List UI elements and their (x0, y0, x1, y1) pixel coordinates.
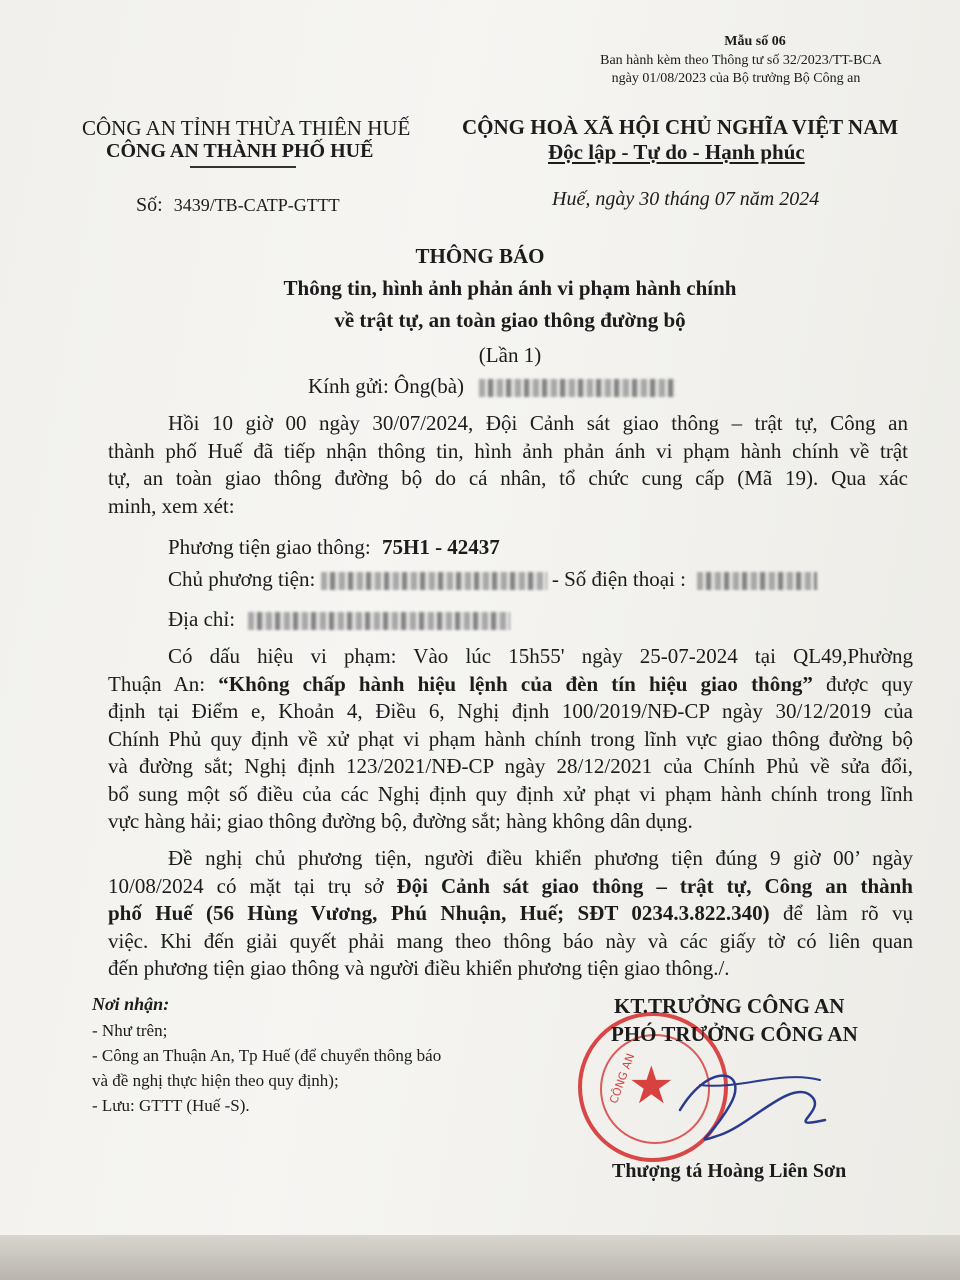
violation-line: định tại Điểm e, Khoản 4, Điều 6, Nghị định 100/2019/NĐ-CP ngày 30/12/2019 của (108, 699, 913, 723)
para1-line: Hồi 10 giờ 00 ngày 30/07/2024, Đội Cảnh sát giao thông – trật tự, Công an (168, 411, 908, 435)
violation-place: Thuận An: (108, 671, 219, 696)
request-address: phố Huế (56 Hùng Vương, Phú Nhuận, Huế; SĐT 0234.3.822.340) (108, 901, 770, 925)
violation-name-line (108, 671, 913, 699)
owner-line (168, 566, 817, 594)
doc-title: THÔNG BÁO (415, 244, 545, 268)
doc-count: (Lần 1) (478, 343, 542, 367)
para1-line: tự, an toàn giao thông đường bộ do cá nhân, tổ chức cung cấp (Mã 19). Qua xác (108, 466, 908, 490)
paragraph-violation (108, 643, 913, 836)
background-surface (0, 1235, 960, 1280)
handwritten-signature (660, 1050, 840, 1160)
stamp-text: CÔNG AN (607, 1051, 638, 1106)
addressee-redacted (479, 379, 675, 397)
issuer-line2: CÔNG AN THÀNH PHỐ HUẾ (106, 140, 374, 162)
violation-name: “Không chấp hành hiệu lệnh của đèn tín hiệu giao thông” (218, 671, 813, 696)
recipients-title: Nơi nhận: (92, 994, 170, 1014)
doc-number-value: 3439/TB-CATP-GTTT (173, 195, 340, 215)
request-line (108, 873, 913, 901)
doc-subtitle-1: Thông tin, hình ảnh phản ánh vi phạm hành chính (283, 276, 737, 300)
recipient-item: - Lưu: GTTT (Huế -S). (92, 1096, 250, 1115)
form-ref-line2: ngày 01/08/2023 của Bộ trưởng Bộ Công an (611, 71, 861, 86)
address-redacted (248, 612, 510, 630)
recipient-item: và đề nghị thực hiện theo quy định); (92, 1071, 339, 1090)
vehicle-label: Phương tiện giao thông: (168, 535, 371, 559)
violation-after: được quy (812, 671, 913, 696)
doc-subtitle-2: về trật tự, an toàn giao thông đường bộ (334, 308, 686, 332)
signature-title-2: PHÓ TRƯỞNG CÔNG AN (611, 1022, 858, 1046)
signer-name: Thượng tá Hoàng Liên Sơn (612, 1160, 847, 1182)
form-number: Mẫu số 06 (724, 34, 786, 49)
doc-number (136, 194, 340, 217)
address-line (168, 606, 510, 634)
place-date: Huế, ngày 30 tháng 07 năm 2024 (552, 188, 820, 210)
owner-redacted (321, 572, 547, 590)
issuer-line1: CÔNG AN TỈNH THỪA THIÊN HUẾ (82, 116, 411, 140)
request-date: 10/08/2024 có mặt tại trụ sở (108, 873, 397, 898)
recipients-list (92, 1018, 441, 1118)
violation-line: và đường sắt; Nghị định 123/2021/NĐ-CP ngày 28/12/2021 của Chính Phủ về sửa đổi, (108, 754, 913, 778)
para1-line: minh, xem xét: (108, 493, 235, 518)
request-line: việc. Khi đến giải quyết phải mang theo thông báo này và các giấy tờ có liên quan (108, 928, 913, 953)
request-line (108, 900, 913, 928)
paragraph-request (108, 845, 913, 983)
signature-title-1: KT.TRƯỞNG CÔNG AN (614, 994, 845, 1018)
para1-line: thành phố Huế đã tiếp nhận thông tin, hình ảnh phản ánh vi phạm hành chính về trật (108, 438, 908, 463)
phone-redacted (697, 572, 817, 590)
violation-line: Chính Phủ quy định về xử phạt vi phạm hành chính trong lĩnh vực giao thông đường bộ (108, 726, 913, 751)
nation-line1: CỘNG HOÀ XÃ HỘI CHỦ NGHĨA VIỆT NAM (462, 115, 899, 139)
vehicle-plate: 75H1 - 42437 (381, 535, 500, 559)
form-ref-line1: Ban hành kèm theo Thông tư số 32/2023/TT-BCA (600, 53, 882, 68)
phone-label: - Số điện thoại : (551, 567, 686, 591)
request-office: Đội Cảnh sát giao thông – trật tự, Công an thành (396, 873, 913, 898)
request-line: đến phương tiện giao thông và người điều khiển phương tiện giao thông./. (108, 956, 730, 980)
addressee (308, 374, 675, 399)
recipient-item: - Công an Thuận An, Tp Huế (để chuyển thông báo (92, 1046, 442, 1065)
nation-motto: Độc lập - Tự do - Hạnh phúc (548, 140, 805, 164)
paragraph-intake (108, 410, 908, 520)
issuer-underline (190, 166, 296, 168)
request-purpose: để làm rõ vụ (769, 901, 913, 925)
request-line: Đề nghị chủ phương tiện, người điều khiển phương tiện đúng 9 giờ 00’ ngày (168, 846, 913, 870)
violation-intro: Có dấu hiệu vi phạm: Vào lúc 15h55' ngày 25-07-2024 tại QL49,Phường (168, 644, 913, 668)
addressee-label: Kính gửi: Ông(bà) (308, 374, 465, 398)
violation-line: bổ sung một số điều của các Nghị định quy định xử phạt vi phạm hành chính trong lĩnh (108, 781, 913, 806)
star-icon: ★ (628, 1056, 675, 1116)
recipient-item: - Như trên; (92, 1021, 168, 1040)
vehicle-line (168, 534, 500, 562)
owner-label: Chủ phương tiện: (168, 567, 316, 591)
address-label: Địa chỉ: (168, 607, 236, 631)
violation-line: vực hàng hải; giao thông đường bộ, đường sắt; hàng không dân dụng. (108, 809, 693, 833)
doc-number-label: Số: (136, 194, 163, 216)
